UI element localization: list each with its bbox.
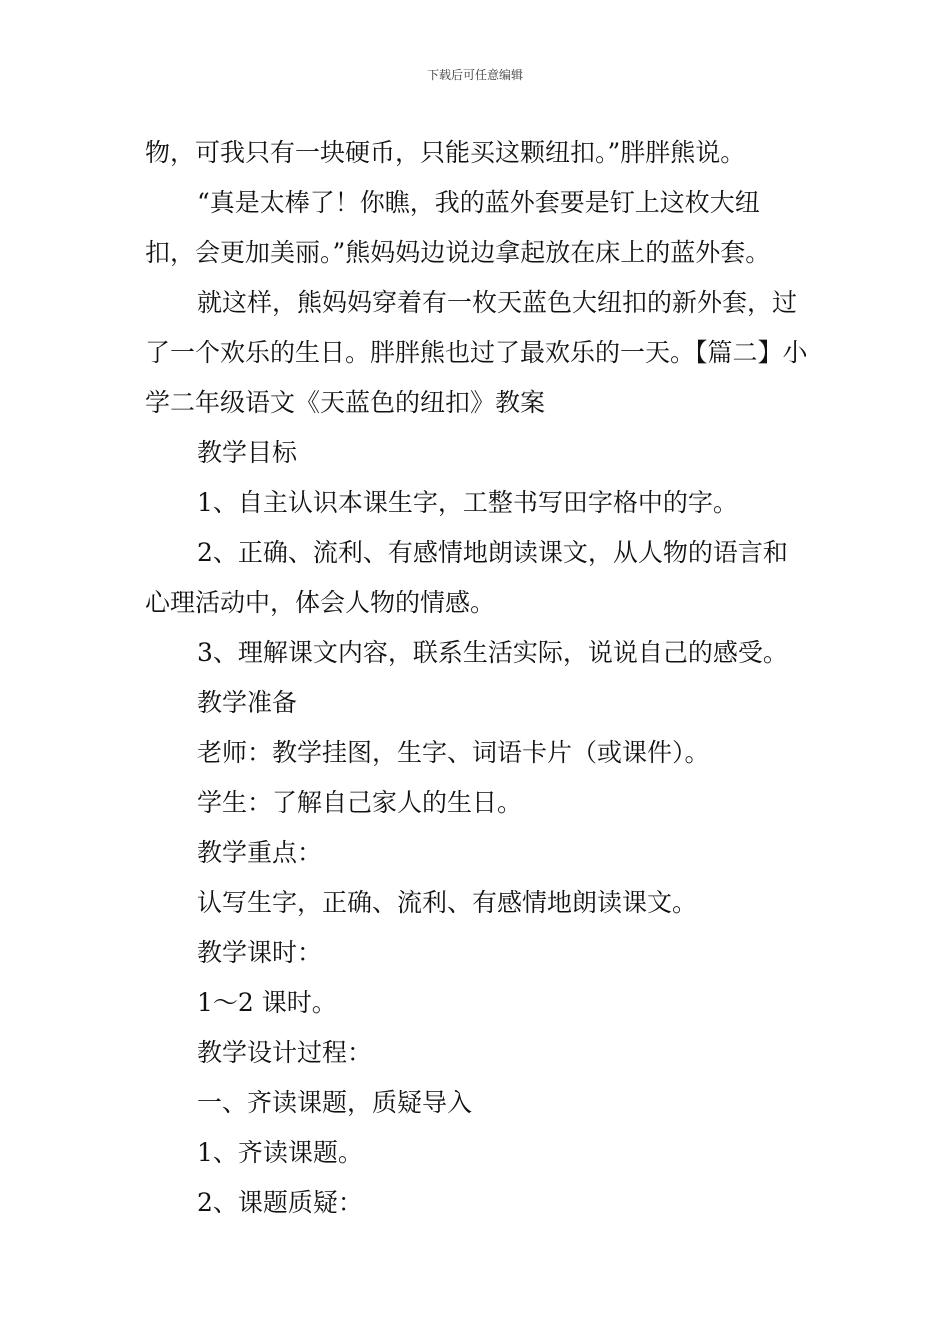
goal-item-2: 2、正确、流利、有感情地朗读课文，从人物的语言和心理活动中，体会人物的情感。 (145, 538, 788, 617)
goal-item-3: 3、理解课文内容，联系生活实际，说说自己的感受。 (197, 638, 788, 667)
goal-item-1: 1、自主认识本课生字，工整书写田字格中的字。 (197, 488, 738, 517)
paragraph-3: 就这样，熊妈妈穿着有一枚天蓝色大纽扣的新外套，过了一个欢乐的生日。胖胖熊也过了最欢乐的一天。【篇二】小学二年级语文《天蓝色的纽扣》教案 (145, 288, 808, 417)
preparation-student: 学生：了解自己家人的生日。 (197, 788, 523, 817)
process-substep-1: 1、齐读课题。 (197, 1138, 363, 1167)
section-heading-periods: 教学课时： (197, 938, 323, 967)
section-heading-key-points: 教学重点： (197, 838, 323, 867)
section-heading-process: 教学设计过程： (197, 1038, 373, 1067)
paragraph-2: “真是太棒了！你瞧，我的蓝外套要是钉上这枚大纽扣，会更加美丽。”熊妈妈边说边拿起放在床上的蓝外套。 (145, 188, 771, 267)
periods-text: 1～2 课时。 (197, 988, 337, 1017)
preparation-teacher: 老师：教学挂图，生字、词语卡片（或课件）。 (197, 738, 710, 767)
document-body (145, 128, 809, 1228)
process-step-1: 一、齐读课题，质疑导入 (197, 1088, 473, 1117)
key-points-text: 认写生字，正确、流利、有感情地朗读课文。 (197, 888, 698, 917)
paragraph-1: 物，可我只有一块硬币，只能买这颗纽扣。”胖胖熊说。 (145, 138, 746, 167)
page-header: 下载后可任意编辑 (426, 68, 523, 82)
section-heading-goals: 教学目标 (197, 438, 298, 467)
section-heading-preparation: 教学准备 (197, 688, 298, 717)
process-substep-2: 2、课题质疑： (197, 1188, 363, 1217)
